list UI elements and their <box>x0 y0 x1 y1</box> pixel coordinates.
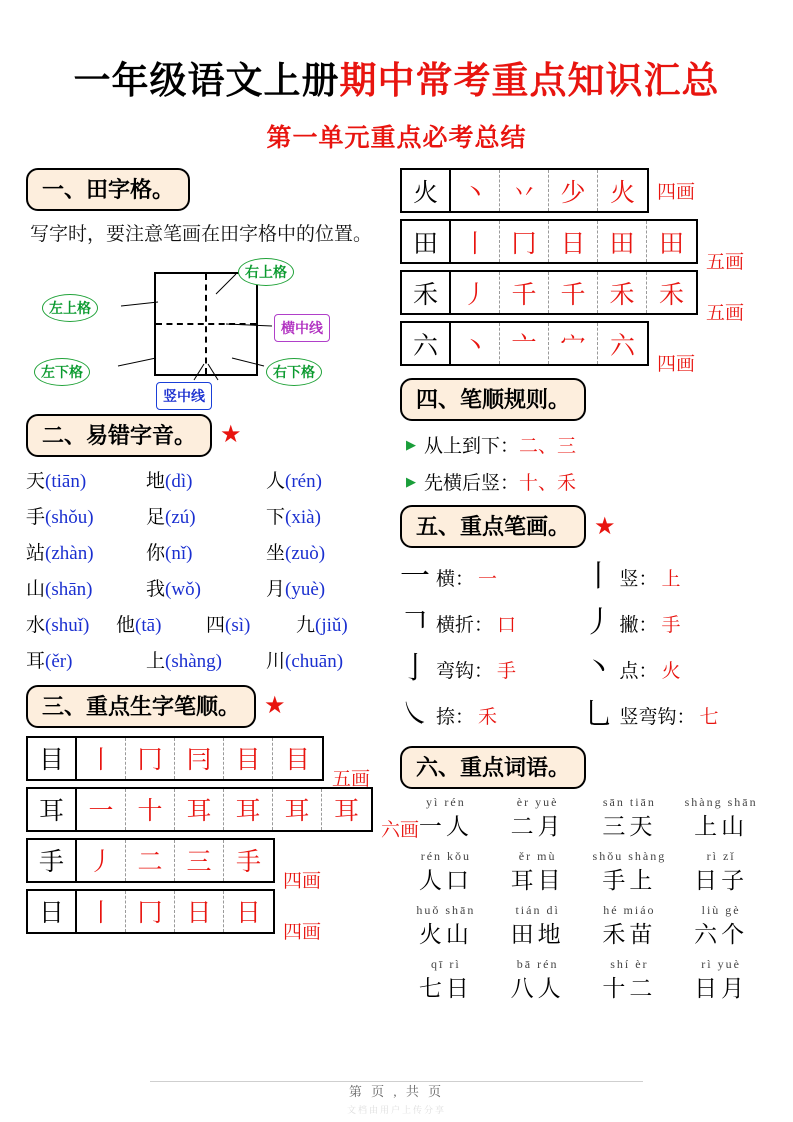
word-pinyin: rén kǒu <box>420 849 472 863</box>
word-item <box>584 903 676 949</box>
section-2-title: 二、易错字音。 <box>26 414 212 457</box>
stroke-step: 冂 <box>126 738 175 779</box>
stroke-step: 日 <box>549 221 598 262</box>
pinyin-item <box>26 538 146 565</box>
key-stroke-item <box>584 608 768 638</box>
pinyin-char: 人 <box>266 470 286 492</box>
word-pinyin: shǒu shàng <box>592 849 667 863</box>
word-item <box>675 903 767 949</box>
pinyin-item <box>146 538 266 565</box>
stroke-grid-char: 日 <box>28 891 77 932</box>
word-pinyin: hé miáo <box>603 903 656 917</box>
word-item <box>675 795 767 841</box>
pinyin-reading: (tiān) <box>45 470 87 492</box>
stroke-order-tables-left <box>26 736 420 943</box>
label-vertical-midline: 竖中线 <box>156 382 212 410</box>
pinyin-char: 山 <box>26 578 46 600</box>
word-chars: 人口 <box>418 868 473 893</box>
pinyin-char: 耳 <box>26 650 46 672</box>
word-pinyin: qī rì <box>431 957 461 971</box>
stroke-example: 手 <box>661 614 681 636</box>
word-chars: 上山 <box>694 814 749 839</box>
word-row <box>400 903 767 949</box>
section-2-header <box>26 414 386 457</box>
rule-label: 先横后竖： <box>424 473 520 494</box>
word-chars: 日子 <box>694 868 749 893</box>
key-stroke-item <box>584 700 768 730</box>
stroke-count: 六画 <box>381 819 420 841</box>
word-item <box>400 957 492 1003</box>
pinyin-reading: (tā) <box>135 614 162 636</box>
stroke-count: 五画 <box>706 252 745 273</box>
stroke-step: 日 <box>235 900 261 927</box>
stroke-grid-char: 目 <box>28 738 77 779</box>
pinyin-reading: (wǒ) <box>165 578 201 600</box>
stroke-step: 丿 <box>451 272 500 313</box>
page-title <box>26 50 767 104</box>
stroke-example: 手 <box>497 660 517 682</box>
stroke-glyph: 丨 <box>583 560 614 593</box>
stroke-step: 冂 <box>126 891 175 932</box>
stroke-step: 丨 <box>77 738 126 779</box>
word-chars: 七日 <box>418 976 473 1001</box>
word-item <box>400 849 492 895</box>
stroke-grid-char: 田 <box>402 221 451 262</box>
word-pinyin: shí èr <box>610 957 649 971</box>
pinyin-item <box>266 502 386 529</box>
stroke-step: 千 <box>549 272 598 313</box>
section-3-header <box>26 685 386 728</box>
stroke-order-row <box>400 219 767 273</box>
stroke-rule-item <box>406 431 767 458</box>
word-chars: 耳目 <box>510 868 565 893</box>
stroke-glyph: 𠃍 <box>400 606 430 639</box>
stroke-order-row <box>26 736 386 790</box>
pinyin-char: 天 <box>26 470 46 492</box>
word-pinyin: rì zǐ <box>706 849 736 863</box>
word-item <box>675 849 767 895</box>
stroke-step: 三 <box>175 840 224 881</box>
pinyin-reading: (zú) <box>165 506 196 528</box>
pinyin-char: 我 <box>146 578 166 600</box>
stroke-grid <box>400 168 649 213</box>
stroke-order-row <box>400 270 767 324</box>
pinyin-item <box>146 502 266 529</box>
pinyin-item <box>26 502 146 529</box>
pinyin-char: 四 <box>206 614 226 636</box>
stroke-step: 十 <box>126 789 175 830</box>
word-chars: 六个 <box>694 922 749 947</box>
word-item <box>400 903 492 949</box>
stroke-grid-char: 耳 <box>28 789 77 830</box>
stroke-grid <box>26 736 324 781</box>
section-1-title: 一、田字格。 <box>26 168 190 211</box>
word-pinyin: rì yuè <box>701 957 741 971</box>
stroke-name: 弯钩： <box>436 660 494 682</box>
stroke-rule-item <box>406 468 767 495</box>
key-stroke-item <box>584 562 768 592</box>
stroke-example: 禾 <box>478 706 498 728</box>
pinyin-item <box>296 610 386 637</box>
pinyin-reading: (zhàn) <box>45 542 94 564</box>
key-stroke-item <box>400 608 584 638</box>
word-item <box>584 849 676 895</box>
stroke-step: 一 <box>77 789 126 830</box>
pinyin-item <box>266 646 386 673</box>
stroke-step: 丨 <box>77 891 126 932</box>
pinyin-item <box>146 574 266 601</box>
stroke-step: 宀 <box>549 323 598 364</box>
content-columns <box>26 168 767 1011</box>
stroke-example: 七 <box>699 706 719 728</box>
page-subtitle: 第一单元重点必考总结 <box>266 125 527 152</box>
word-pinyin: yì rén <box>426 795 466 809</box>
pinyin-reading: (shàng) <box>165 650 222 672</box>
word-chars: 禾苗 <box>602 922 657 947</box>
word-chars: 八人 <box>510 976 565 1001</box>
stroke-order-row <box>26 787 420 841</box>
left-column <box>26 168 420 1011</box>
pinyin-item <box>146 646 266 673</box>
label-top-right: 右上格 <box>238 258 294 286</box>
word-pinyin: ěr mù <box>518 849 557 863</box>
word-item <box>492 795 584 841</box>
section-5-title: 五、重点笔画。 <box>400 505 586 548</box>
stroke-step: 冂 <box>500 221 549 262</box>
stroke-grid <box>400 219 698 264</box>
label-top-left: 左上格 <box>42 294 98 322</box>
pinyin-char: 坐 <box>266 542 286 564</box>
star-icon: ★ <box>264 693 286 719</box>
pinyin-char: 足 <box>146 506 166 528</box>
pinyin-char: 站 <box>26 542 46 564</box>
stroke-count: 四画 <box>283 870 322 892</box>
stroke-grid <box>26 889 275 934</box>
pinyin-reading: (nǐ) <box>165 542 193 564</box>
stroke-step: 耳 <box>175 789 224 830</box>
stroke-count: 五画 <box>706 303 745 324</box>
pinyin-row <box>26 610 386 637</box>
rule-example: 二、三 <box>519 436 577 457</box>
word-item <box>675 957 767 1003</box>
pinyin-reading: (xià) <box>285 506 321 528</box>
stroke-glyph: 丿 <box>583 606 614 639</box>
section-5-header <box>400 505 767 548</box>
page-title-red: 期中常考重点知识汇总 <box>339 61 720 102</box>
stroke-count: 五画 <box>332 768 371 790</box>
right-column <box>400 168 767 1011</box>
section-6-header <box>400 746 767 789</box>
pinyin-item <box>26 574 146 601</box>
stroke-step: 日 <box>175 891 224 932</box>
stroke-step: 目 <box>224 738 273 779</box>
pinyin-reading: (shǒu) <box>45 506 94 528</box>
stroke-step: 亠 <box>500 323 549 364</box>
label-bottom-left: 左下格 <box>34 358 90 386</box>
key-stroke-item <box>584 654 768 684</box>
pinyin-item <box>266 538 386 565</box>
word-item <box>492 903 584 949</box>
word-pinyin: sān tiān <box>602 795 656 809</box>
stroke-glyph: 一 <box>400 560 430 593</box>
word-pinyin: èr yuè <box>516 795 559 809</box>
stroke-order-row <box>400 321 767 375</box>
pinyin-item <box>26 466 146 493</box>
pinyin-item <box>266 466 386 493</box>
pinyin-item <box>206 610 296 637</box>
pinyin-reading: (dì) <box>165 470 193 492</box>
word-chars: 十二 <box>602 976 657 1001</box>
pinyin-item <box>146 466 266 493</box>
stroke-step: 耳 <box>333 798 359 825</box>
stroke-order-tables-right <box>400 168 767 375</box>
word-chars: 三天 <box>602 814 657 839</box>
word-chars: 田地 <box>510 922 565 947</box>
pinyin-reading: (shuǐ) <box>45 614 90 636</box>
stroke-step: 禾 <box>598 272 647 313</box>
pinyin-row <box>26 466 386 493</box>
stroke-step: 少 <box>549 170 598 211</box>
stroke-step: 耳 <box>273 789 322 830</box>
stroke-name: 竖弯钩： <box>619 706 696 728</box>
section-6-title: 六、重点词语。 <box>400 746 586 789</box>
section-1-paragraph: 写字时，要注意笔画在田字格中的位置。 <box>30 224 373 245</box>
section-4-header <box>400 378 767 421</box>
rule-example: 十、禾 <box>519 473 577 494</box>
stroke-grid <box>26 787 373 832</box>
pinyin-reading: (yuè) <box>285 578 326 600</box>
word-row <box>400 849 767 895</box>
stroke-order-row <box>400 168 767 213</box>
stroke-step: 丨 <box>451 221 500 262</box>
watermark: 文档由用户上传分享 <box>346 1105 446 1115</box>
pinyin-char: 上 <box>146 650 166 672</box>
word-pinyin: bā rén <box>516 957 559 971</box>
word-item <box>584 795 676 841</box>
stroke-step: 二 <box>126 840 175 881</box>
triangle-bullet-icon: ▶ <box>406 473 416 489</box>
stroke-grid-char: 六 <box>402 323 451 364</box>
stroke-name: 捺： <box>436 706 475 728</box>
page-title-black: 一年级语文上册 <box>73 61 340 102</box>
stroke-order-row <box>26 889 386 943</box>
section-1-header <box>26 168 386 211</box>
stroke-count: 四画 <box>657 354 696 375</box>
section-3-title: 三、重点生字笔顺。 <box>26 685 256 728</box>
word-item <box>492 849 584 895</box>
pinyin-item <box>26 610 116 637</box>
pinyin-char: 地 <box>146 470 166 492</box>
key-stroke-item <box>400 700 584 730</box>
stroke-glyph: ㇏ <box>400 698 430 731</box>
stroke-grid <box>400 270 698 315</box>
key-words-table <box>400 795 767 1003</box>
word-pinyin: tián dì <box>515 903 560 917</box>
word-chars: 火山 <box>418 922 473 947</box>
stroke-name: 横折： <box>436 614 494 636</box>
stroke-name: 撇： <box>619 614 658 636</box>
stroke-step: 田 <box>658 230 684 258</box>
pinyin-reading: (rén) <box>285 470 322 492</box>
stroke-rules-list <box>400 431 767 495</box>
word-chars: 一人 <box>418 814 473 839</box>
stroke-step: 六 <box>609 332 635 360</box>
stroke-glyph: 亅 <box>400 652 430 685</box>
key-stroke-item <box>400 654 584 684</box>
pinyin-reading: (zuò) <box>285 542 326 564</box>
page-footer: 第 页 , 共 页 <box>348 1084 445 1099</box>
stroke-glyph: 丶 <box>583 652 614 685</box>
word-chars: 日月 <box>694 976 749 1001</box>
stroke-name: 点： <box>619 660 658 682</box>
star-icon: ★ <box>220 422 242 448</box>
star-icon: ★ <box>594 513 616 540</box>
word-pinyin: huǒ shān <box>416 903 476 917</box>
stroke-grid-char: 火 <box>402 170 451 211</box>
stroke-example: 一 <box>478 568 498 590</box>
key-stroke-item <box>400 562 584 592</box>
stroke-step: 手 <box>235 849 261 876</box>
stroke-step: 耳 <box>224 789 273 830</box>
stroke-example: 上 <box>661 568 681 590</box>
stroke-grid <box>26 838 275 883</box>
pinyin-char: 他 <box>116 614 136 636</box>
word-pinyin: liù gè <box>701 903 741 917</box>
word-chars: 手上 <box>602 868 657 893</box>
pinyin-list <box>26 466 386 673</box>
stroke-step: 禾 <box>658 281 684 309</box>
pinyin-char: 你 <box>146 542 166 564</box>
pinyin-reading: (sì) <box>225 614 251 636</box>
pinyin-row <box>26 502 386 529</box>
pinyin-item <box>116 610 206 637</box>
pinyin-char: 月 <box>266 578 286 600</box>
stroke-step: 冃 <box>175 738 224 779</box>
rule-label: 从上到下： <box>424 436 520 457</box>
pinyin-reading: (shān) <box>45 578 93 600</box>
stroke-name: 竖： <box>619 568 658 590</box>
pinyin-char: 九 <box>296 614 316 636</box>
pinyin-item <box>26 646 146 673</box>
pinyin-reading: (jiǔ) <box>315 614 348 636</box>
section-4-title: 四、笔顺规则。 <box>400 378 586 421</box>
pinyin-row <box>26 646 386 673</box>
label-bottom-right: 右下格 <box>266 358 322 386</box>
pinyin-char: 手 <box>26 506 46 528</box>
word-row <box>400 957 767 1003</box>
stroke-order-row <box>26 838 386 892</box>
pinyin-reading: (ěr) <box>45 650 73 672</box>
stroke-grid-char: 禾 <box>402 272 451 313</box>
stroke-step: 目 <box>284 747 310 774</box>
pinyin-reading: (chuān) <box>285 650 344 672</box>
stroke-glyph: 乚 <box>583 698 614 731</box>
pinyin-char: 水 <box>26 614 46 636</box>
stroke-name: 横： <box>436 568 475 590</box>
triangle-bullet-icon: ▶ <box>406 436 416 452</box>
pinyin-char: 下 <box>266 506 286 528</box>
stroke-example: 口 <box>497 614 517 636</box>
pinyin-row <box>26 538 386 565</box>
word-item <box>584 957 676 1003</box>
pinyin-row <box>26 574 386 601</box>
tianzige-box <box>154 272 258 376</box>
stroke-count: 四画 <box>657 182 696 203</box>
stroke-example: 火 <box>661 660 681 682</box>
stroke-step: 田 <box>598 221 647 262</box>
pinyin-char: 川 <box>266 650 286 672</box>
stroke-count: 四画 <box>283 921 322 943</box>
word-pinyin: shàng shān <box>684 795 758 809</box>
stroke-grid <box>400 321 649 366</box>
label-horizontal-midline: 横中线 <box>274 314 330 342</box>
stroke-step: 丿 <box>77 840 126 881</box>
stroke-step: 丶 <box>451 323 500 364</box>
pinyin-item <box>266 574 386 601</box>
stroke-step: 丶 <box>451 170 500 211</box>
tianzige-diagram <box>26 254 386 404</box>
stroke-step: 火 <box>609 179 635 207</box>
word-chars: 二月 <box>510 814 565 839</box>
word-row <box>400 795 767 841</box>
stroke-step: 千 <box>500 272 549 313</box>
stroke-grid-char: 手 <box>28 840 77 881</box>
stroke-step: 丷 <box>500 170 549 211</box>
key-strokes-list <box>400 554 767 738</box>
word-item <box>492 957 584 1003</box>
